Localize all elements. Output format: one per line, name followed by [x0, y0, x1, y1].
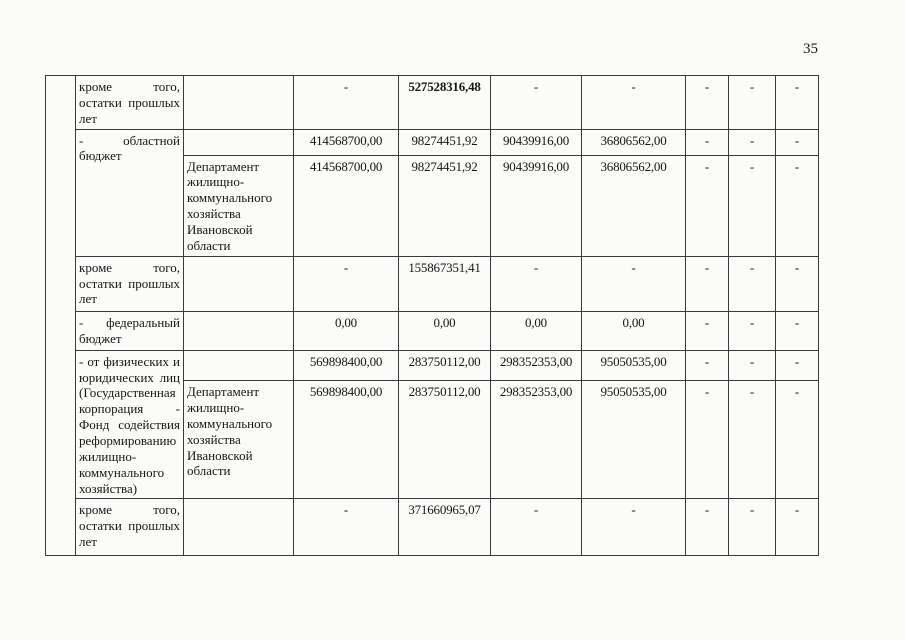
executor-cell [184, 76, 294, 130]
row-label-cell: - областной бюджет [76, 129, 184, 256]
dash-cell: - [729, 350, 776, 380]
dash-cell: - [686, 381, 729, 499]
amount-cell: - [582, 256, 686, 311]
dash-cell: - [776, 155, 819, 256]
dash-cell: - [729, 155, 776, 256]
row-label-cell: - от физических и юридических лиц (Государственная корпорация - Фонд содействия реформированию жилищно-коммунального хозяйства) [76, 350, 184, 499]
amount-cell: - [294, 499, 399, 556]
executor-cell: Департамент жилищно-коммунального хозяйства Ивановской области [184, 155, 294, 256]
amount-cell: - [491, 76, 582, 130]
page-number: 35 [803, 41, 818, 57]
amount-cell: 414568700,00 [294, 129, 399, 155]
dash-cell: - [686, 311, 729, 350]
amount-cell: 527528316,48 [399, 76, 491, 130]
amount-cell: 569898400,00 [294, 350, 399, 380]
amount-cell: 283750112,00 [399, 381, 491, 499]
executor-cell [184, 499, 294, 556]
amount-cell: - [491, 499, 582, 556]
dash-cell: - [686, 129, 729, 155]
amount-cell: 155867351,41 [399, 256, 491, 311]
dash-cell: - [776, 350, 819, 380]
amount-cell: 36806562,00 [582, 129, 686, 155]
table-row [46, 129, 819, 155]
amount-cell: 0,00 [491, 311, 582, 350]
amount-cell: 283750112,00 [399, 350, 491, 380]
dash-cell: - [686, 499, 729, 556]
table-row [46, 256, 819, 311]
dash-cell: - [729, 381, 776, 499]
amount-cell: 98274451,92 [399, 129, 491, 155]
row-label-cell: кроме того, остатки прошлых лет [76, 256, 184, 311]
dash-cell: - [686, 155, 729, 256]
amount-cell: 569898400,00 [294, 381, 399, 499]
amount-cell: 0,00 [582, 311, 686, 350]
table-row [46, 76, 819, 130]
dash-cell: - [776, 76, 819, 130]
amount-cell: 95050535,00 [582, 350, 686, 380]
table-row [46, 350, 819, 380]
amount-cell: 36806562,00 [582, 155, 686, 256]
amount-cell: 371660965,07 [399, 499, 491, 556]
executor-cell [184, 256, 294, 311]
dash-cell: - [686, 256, 729, 311]
table-row [46, 499, 819, 556]
dash-cell: - [686, 350, 729, 380]
amount-cell: 98274451,92 [399, 155, 491, 256]
dash-cell: - [686, 76, 729, 130]
dash-cell: - [729, 76, 776, 130]
left-margin-cell [46, 76, 76, 556]
executor-cell [184, 311, 294, 350]
amount-cell: 0,00 [294, 311, 399, 350]
table-row [46, 311, 819, 350]
amount-cell: - [294, 256, 399, 311]
dash-cell: - [776, 256, 819, 311]
executor-cell: Департамент жилищно-коммунального хозяйства Ивановской области [184, 381, 294, 499]
executor-cell [184, 129, 294, 155]
row-label-cell: кроме того, остатки прошлых лет [76, 499, 184, 556]
amount-cell: - [582, 499, 686, 556]
amount-cell: 95050535,00 [582, 381, 686, 499]
dash-cell: - [776, 129, 819, 155]
amount-cell: - [582, 76, 686, 130]
amount-cell: - [491, 256, 582, 311]
amount-cell: 414568700,00 [294, 155, 399, 256]
amount-cell: 0,00 [399, 311, 491, 350]
dash-cell: - [776, 311, 819, 350]
row-label-cell: кроме того, остатки прошлых лет [76, 76, 184, 130]
dash-cell: - [776, 499, 819, 556]
dash-cell: - [729, 499, 776, 556]
dash-cell: - [729, 311, 776, 350]
amount-cell: 90439916,00 [491, 129, 582, 155]
dash-cell: - [729, 256, 776, 311]
amount-cell: 298352353,00 [491, 350, 582, 380]
row-label-cell: - федеральный бюджет [76, 311, 184, 350]
executor-cell [184, 350, 294, 380]
budget-table [45, 75, 819, 556]
dash-cell: - [729, 129, 776, 155]
amount-cell: 90439916,00 [491, 155, 582, 256]
amount-cell: - [294, 76, 399, 130]
dash-cell: - [776, 381, 819, 499]
amount-cell: 298352353,00 [491, 381, 582, 499]
